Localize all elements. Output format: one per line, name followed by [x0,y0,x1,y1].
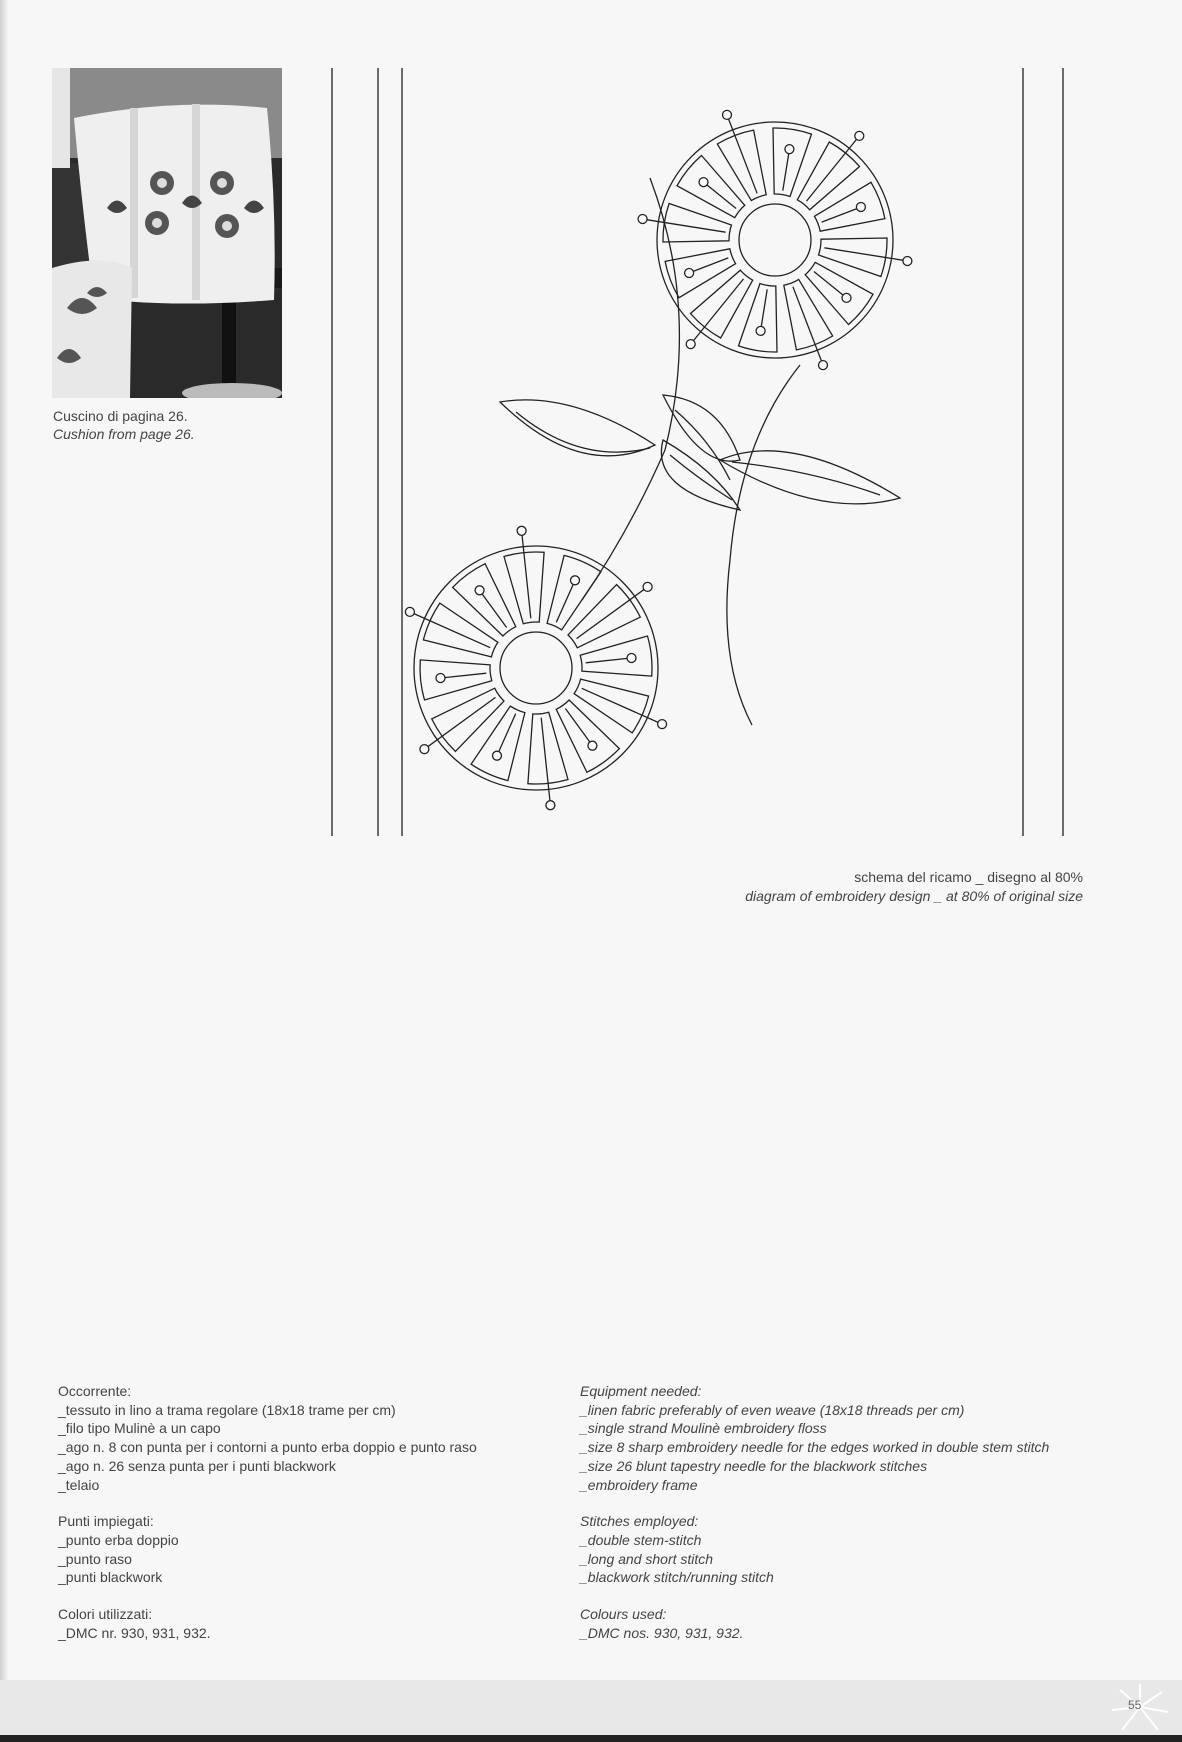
page-number: 55 [1128,1698,1142,1712]
list-item: _punto raso [58,1550,132,1567]
list-item: _blackwork stitch/running stitch [580,1569,774,1586]
list-item: _telaio [58,1476,100,1493]
equipment-section-it [58,1382,578,1494]
stitches-title-it: Punti impiegati: [58,1513,154,1530]
stitches-section-en [580,1512,1120,1587]
diagram-caption [745,868,1083,906]
instructions-english [580,1382,1120,1660]
list-item: _embroidery frame [580,1476,698,1493]
list-item: _filo tipo Mulinè a un capo [58,1420,221,1437]
equipment-title-en: Equipment needed: [580,1383,702,1399]
photo-caption-en: Cushion from page 26. [53,426,195,442]
list-item: _ago n. 8 con punta per i contorni a punto erba doppio e punto raso [58,1439,477,1456]
list-item: _size 26 blunt tapestry needle for the blackwork stitches [580,1457,928,1474]
diagram-caption-it: schema del ricamo _ disegno al 80% [854,869,1083,885]
list-item: _punti blackwork [58,1569,163,1586]
page-spine-shadow [0,0,8,1742]
colours-title-it: Colori utilizzati: [58,1606,153,1623]
stitches-section-it [58,1512,578,1587]
equipment-title-it: Occorrente: [58,1383,132,1399]
instructions-italian [58,1382,578,1660]
list-item: _linen fabric preferably of even weave (18x18 threads per cm) [580,1401,965,1418]
list-item: _double stem-stitch [580,1531,702,1548]
list-item: _long and short stitch [580,1550,714,1567]
list-item: _ago n. 26 senza punta per i punti blackwork [58,1457,336,1474]
photo-caption-it: Cuscino di pagina 26. [53,408,188,424]
cushion-photo [52,68,282,398]
photo-caption [53,407,195,443]
colours-title-en: Colours used: [580,1606,667,1623]
list-item: _size 8 sharp embroidery needle for the edges worked in double stem stitch [580,1439,1050,1456]
page-bottom-edge [0,1735,1182,1742]
stitches-title-en: Stitches employed: [580,1513,699,1530]
list-item: _DMC nos. 930, 931, 932. [580,1624,744,1641]
colours-section-en [580,1605,1120,1642]
diagram-caption-en: diagram of embroidery design _ at 80% of original size [745,888,1083,904]
page-bottom-band [0,1680,1182,1742]
list-item: _tessuto in lino a trama regolare (18x18 trame per cm) [58,1401,396,1418]
colours-section-it [58,1605,578,1642]
list-item: _DMC nr. 930, 931, 932. [58,1624,211,1641]
embroidery-diagram [320,60,1080,840]
list-item: _single strand Moulinè embroidery floss [580,1420,827,1437]
list-item: _punto erba doppio [58,1531,179,1548]
equipment-section-en [580,1382,1120,1494]
